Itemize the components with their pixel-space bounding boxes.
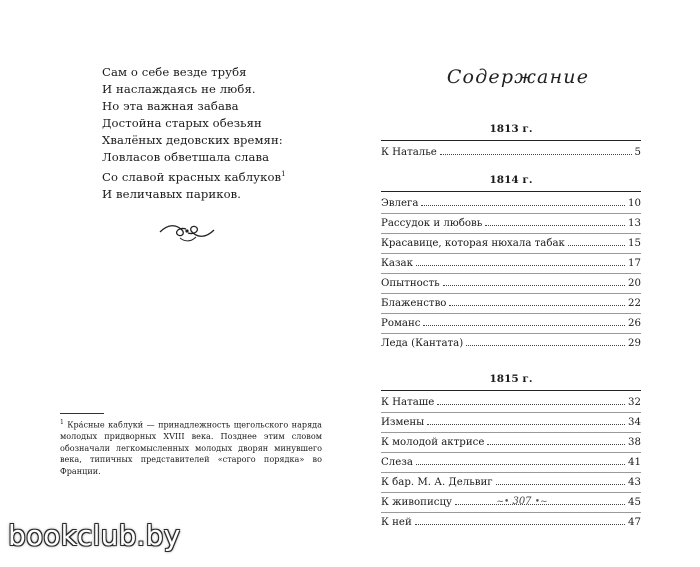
toc-entry-page: 41 <box>628 457 641 468</box>
toc-entry-page: 43 <box>628 477 641 488</box>
toc-entry-page: 10 <box>628 198 641 209</box>
divider <box>381 140 641 141</box>
row-divider <box>381 253 641 254</box>
page-number <box>482 496 562 507</box>
dot-leader <box>427 423 625 425</box>
toc-year-heading: 1815 г. <box>489 373 533 385</box>
ornament-left-icon: ~• <box>496 497 510 507</box>
toc-entry-title: Эвлега <box>381 198 419 209</box>
dot-leader <box>496 483 625 485</box>
toc-entry-title: Блаженство <box>381 298 447 309</box>
dot-leader <box>440 153 632 155</box>
toc-entry <box>381 277 641 290</box>
toc-year-heading: 1814 г. <box>489 174 533 186</box>
toc-entry <box>381 197 641 210</box>
poem-line: И величавых париков. <box>102 186 242 201</box>
toc-entry-title: К молодой актрисе <box>381 437 485 448</box>
row-divider <box>381 333 641 334</box>
dot-leader <box>416 463 625 465</box>
poem-stanza <box>102 64 352 203</box>
toc-entry-page: 45 <box>628 497 641 508</box>
toc-entry-page: 20 <box>628 278 641 289</box>
toc-entry-page: 17 <box>628 258 641 269</box>
row-divider <box>381 412 641 413</box>
toc-entry <box>381 237 641 250</box>
poem-line: Достойна старых обезьян <box>102 116 262 130</box>
row-divider <box>381 472 641 473</box>
poem-line: И наслаждаясь не любя. <box>102 82 256 96</box>
toc-entry-title: Рассудок и любовь <box>381 218 483 229</box>
row-divider <box>381 213 641 214</box>
toc-entry-title: К живописцу <box>381 497 452 508</box>
toc-entry-title: Слеза <box>381 457 413 468</box>
toc-entry <box>381 257 641 270</box>
toc-entry <box>381 317 641 330</box>
dot-leader <box>415 523 625 525</box>
divider <box>381 390 641 391</box>
toc-entry-title: Измены <box>381 417 425 428</box>
toc-entry <box>381 416 641 429</box>
row-divider <box>381 492 641 493</box>
footnote-ref: 1 <box>281 170 286 178</box>
dot-leader <box>485 224 625 226</box>
dot-leader <box>423 324 625 326</box>
row-divider <box>381 432 641 433</box>
flourish-ornament-icon <box>158 218 216 244</box>
page-number-value: 307 <box>512 496 532 507</box>
row-divider <box>381 452 641 453</box>
poem-line-text: Со славой красных каблуков <box>102 169 282 184</box>
toc-entry-title: К бар. М. А. Дельвиг <box>381 477 493 488</box>
toc-entry-page: 26 <box>628 318 641 329</box>
toc-entry-title: Красавице, которая нюхала табак <box>381 238 565 249</box>
toc-entry <box>381 337 641 350</box>
toc-entry-page: 22 <box>628 298 641 309</box>
dot-leader <box>443 284 625 286</box>
toc-entry <box>381 476 641 489</box>
toc-entry <box>381 217 641 230</box>
ornament-right-icon: •~ <box>534 497 548 507</box>
row-divider <box>381 313 641 314</box>
toc-entry-page: 47 <box>628 517 641 528</box>
toc-entry <box>381 396 641 409</box>
dot-leader <box>568 244 625 246</box>
poem-line: Хвалёных дедовских времян: <box>102 133 283 147</box>
toc-entry-title: Романс <box>381 318 421 329</box>
toc-entry <box>381 436 641 449</box>
toc-title: Содержание <box>446 66 590 88</box>
toc-entry-title: К Наталье <box>381 147 437 158</box>
toc-entry-title: Казак <box>381 258 413 269</box>
toc-year-heading: 1813 г. <box>489 123 533 135</box>
row-divider <box>381 293 641 294</box>
toc-entry-page: 38 <box>628 437 641 448</box>
dot-leader <box>421 204 625 206</box>
dot-leader <box>437 403 625 405</box>
footnote-marker: 1 <box>60 419 64 426</box>
poem-line-with-note <box>102 166 352 186</box>
poem-line: Но эта важная забава <box>102 99 239 113</box>
toc-entry-title: К Наташе <box>381 397 435 408</box>
row-divider <box>381 233 641 234</box>
toc-entry-title: К ней <box>381 517 412 528</box>
footnote <box>60 417 322 478</box>
row-divider <box>381 273 641 274</box>
toc-entry-page: 29 <box>628 338 641 349</box>
toc-entry <box>381 456 641 469</box>
table-of-contents <box>381 122 641 529</box>
poem-line: Ловласов обветшала слава <box>102 150 270 164</box>
toc-entry-title: Опытность <box>381 278 440 289</box>
toc-entry-page: 15 <box>628 238 641 249</box>
toc-entry <box>381 146 641 159</box>
poem-line: Сам о себе везде трубя <box>102 65 247 79</box>
row-divider <box>381 512 641 513</box>
toc-entry-title: Леда (Кантата) <box>381 338 464 349</box>
toc-entry-page: 5 <box>634 147 641 158</box>
toc-entry <box>381 516 641 529</box>
divider <box>381 191 641 192</box>
toc-entry <box>381 297 641 310</box>
watermark: bookclub.by <box>8 519 181 552</box>
footnote-divider <box>60 413 104 414</box>
footnote-text: Кра́сные каблуки́ — принадлежность щегольского наряда молодых придворных XVIII века. Позднее этим словом обозначали легкомысленных молодых дворян минувшего века, типичных представителей «старого порядка» во Франции. <box>60 419 322 477</box>
toc-entry-page: 32 <box>628 397 641 408</box>
dot-leader <box>487 443 625 445</box>
dot-leader <box>449 304 625 306</box>
toc-entry-page: 13 <box>628 218 641 229</box>
dot-leader <box>466 344 625 346</box>
toc-entry-page: 34 <box>628 417 641 428</box>
dot-leader <box>416 264 625 266</box>
